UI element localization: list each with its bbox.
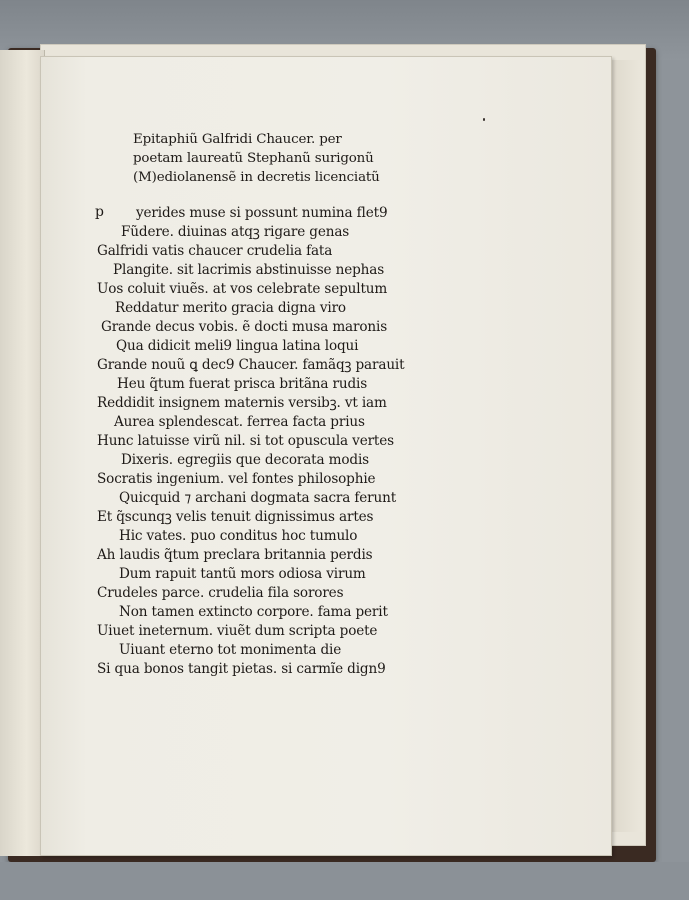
verse-line: Grande decus vobis. ẽ docti musa maronis bbox=[101, 319, 388, 335]
verse-line: Plangite. sit lacrimis abstinuisse nephas bbox=[113, 262, 385, 278]
verse-line: Qua didicit meli9 lingua latina loqui bbox=[116, 338, 359, 354]
left-leaf bbox=[0, 50, 45, 856]
verse-line: Si qua bonos tangit pietas. si carmĩe dign9 bbox=[97, 661, 386, 677]
verse-line: Hunc latuisse virũ nil. si tot opuscula vertes bbox=[97, 433, 394, 449]
verse-line: Crudeles parce. crudelia fila sorores bbox=[97, 585, 344, 601]
verse-line: Heu q̃tum fuerat prisca britãna rudis bbox=[117, 376, 368, 392]
verse-line: Ah laudis q̃tum preclara britannia perdis bbox=[97, 547, 373, 563]
verse-line: Reddatur merito gracia digna viro bbox=[115, 300, 346, 316]
verse-line: Quicquid ⁊ archani dogmata sacra ferunt bbox=[119, 490, 397, 506]
verse-line: Dixeris. egregiis que decorata modis bbox=[121, 452, 369, 468]
background-bottom bbox=[0, 862, 689, 900]
verse-line: Et q̃scunqꝫ velis tenuit dignissimus artes bbox=[97, 509, 374, 525]
heading-line: poetam laureatũ Stephanũ surigonũ bbox=[133, 151, 374, 166]
verse-line: Grande nouũ ꝗ dec9 Chaucer. famãqꝫ parauit bbox=[97, 357, 405, 373]
verse-line: Fũdere. diuinas atqꝫ rigare genas bbox=[121, 224, 350, 240]
verse-line: Reddidit insignem maternis versibꝫ. vt iam bbox=[97, 395, 387, 411]
page-edge bbox=[608, 60, 643, 832]
initial-letter: p bbox=[95, 204, 104, 220]
heading-line: Epitaphiũ Galfridi Chaucer. per bbox=[133, 132, 342, 147]
verse-line: Socratis ingenium. vel fontes philosophie bbox=[97, 471, 376, 487]
heading-line: (M)ediolanensẽ in decretis licenciatũ bbox=[133, 170, 380, 185]
verse-line: Non tamen extincto corpore. fama perit bbox=[119, 604, 388, 620]
verse-line: Hic vates. puo conditus hoc tumulo bbox=[119, 528, 358, 544]
verse-line: Uiuet ineternum. viuẽt dum scripta poete bbox=[97, 623, 378, 639]
verse-line: Uos coluit viuẽs. at vos celebrate sepultum bbox=[97, 281, 388, 297]
epitaph-text bbox=[41, 57, 611, 855]
verse-line: Aurea splendescat. ferrea facta prius bbox=[114, 414, 365, 430]
verse-line: Dum rapuit tantũ mors odiosa virum bbox=[119, 566, 366, 582]
verse-line: Galfridi vatis chaucer crudelia fata bbox=[97, 243, 333, 259]
book-page bbox=[40, 56, 612, 856]
verse-line: yerides muse si possunt numina flet9 bbox=[136, 205, 388, 221]
verse-line: Uiuant eterno tot monimenta die bbox=[119, 642, 342, 658]
